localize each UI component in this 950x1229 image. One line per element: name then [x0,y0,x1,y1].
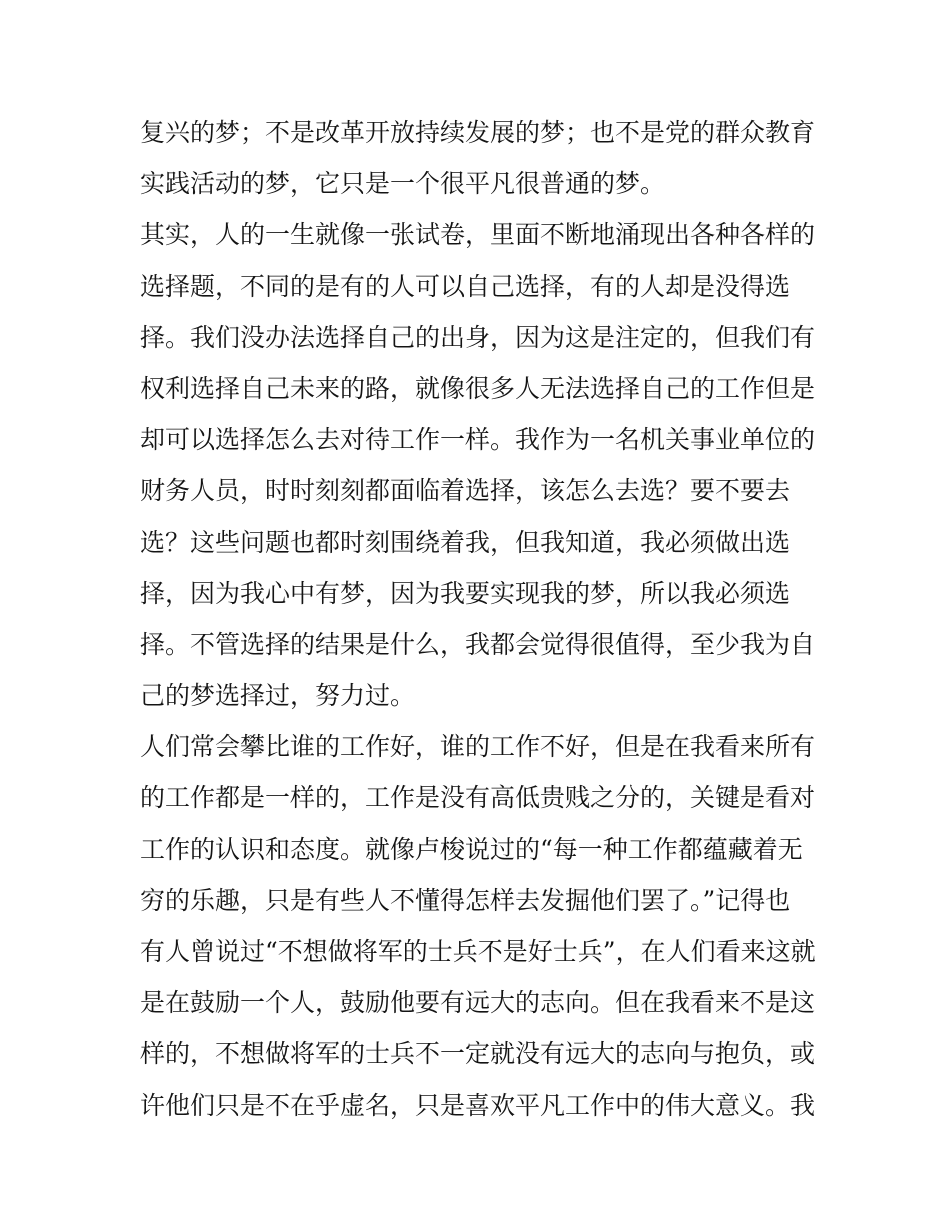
text-line: 其实，人的一生就像一张试卷，里面不断地涌现出各种各样的 [140,220,816,250]
text-line: 工作的认识和态度。就像卢梭说过的“每一种工作都蕴藏着无 [140,834,803,864]
text-line: 择，因为我心中有梦，因为我要实现我的梦，所以我必须选 [140,578,791,608]
text-line: 却可以选择怎么去对待工作一样。我作为一名机关事业单位的 [140,425,816,455]
text-line: 是在鼓励一个人，鼓励他要有远大的志向。但在我看来不是这 [140,988,816,1018]
text-line: 实践活动的梦，它只是一个很平凡很普通的梦。 [140,169,666,199]
text-line: 许他们只是不在乎虚名，只是喜欢平凡工作中的伟大意义。我 [140,1090,816,1120]
text-line: 选择题，不同的是有的人可以自己选择，有的人却是没得选 [140,271,791,301]
text-line: 选？这些问题也都时刻围绕着我，但我知道，我必须做出选 [140,527,791,557]
body-text [140,107,820,1131]
text-line: 复兴的梦；不是改革开放持续发展的梦；也不是党的群众教育 [140,118,816,147]
text-line: 择。不管选择的结果是什么，我都会觉得很值得，至少我为自 [140,629,816,659]
text-line: 权利选择自己未来的路，就像很多人无法选择自己的工作但是 [140,373,816,403]
text-line: 己的梦选择过，努力过。 [140,681,416,711]
text-line: 财务人员，时时刻刻都面临着选择，该怎么去选？要不要去 [140,476,791,506]
text-line: 穷的乐趣，只是有些人不懂得怎样去发掘他们罢了。”记得也 [140,885,791,915]
text-line: 样的，不想做将军的士兵不一定就没有远大的志向与抱负，或 [140,1039,816,1069]
text-line: 人们常会攀比谁的工作好，谁的工作不好，但是在我看来所有 [140,732,816,762]
text-line: 的工作都是一样的，工作是没有高低贵贱之分的，关键是看对 [140,783,816,813]
text-line: 择。我们没办法选择自己的出身，因为这是注定的，但我们有 [140,322,816,352]
text-line: 有人曾说过“不想做将军的士兵不是好士兵”，在人们看来这就 [140,937,816,966]
